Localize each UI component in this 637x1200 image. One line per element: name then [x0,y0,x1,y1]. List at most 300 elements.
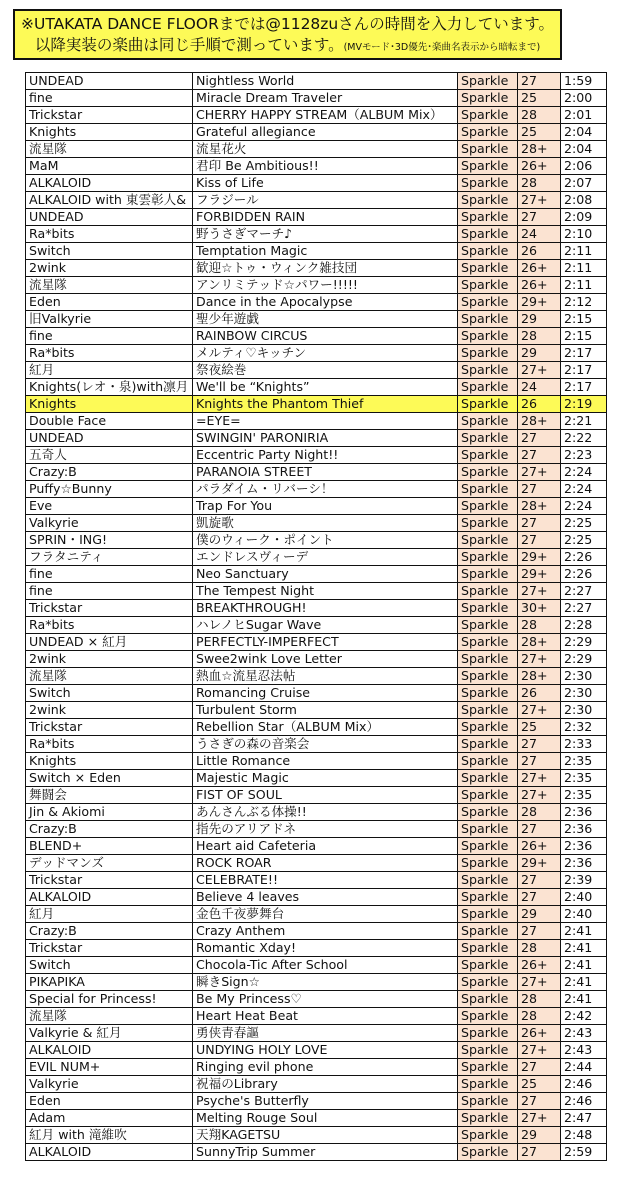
unit-cell: Eden [26,1093,193,1110]
song-title-cell: フラジール [193,192,458,209]
song-title-cell: CHERRY HAPPY STREAM（ALBUM Mix） [193,107,458,124]
song-title-cell: 流星花火 [193,141,458,158]
difficulty-cell: Sparkle [458,1127,518,1144]
song-title-cell: Grateful allegiance [193,124,458,141]
difficulty-cell: Sparkle [458,855,518,872]
table-row [26,651,607,668]
level-cell: 27+ [518,192,561,209]
table-row [26,243,607,260]
difficulty-cell: Sparkle [458,600,518,617]
song-title-cell: 聖少年遊戯 [193,311,458,328]
unit-cell: Switch [26,685,193,702]
difficulty-cell: Sparkle [458,362,518,379]
song-title-cell: 僕のウィーク・ポイント [193,532,458,549]
table-row [26,515,607,532]
unit-cell: Ra*bits [26,226,193,243]
level-cell: 28+ [518,141,561,158]
table-row [26,430,607,447]
difficulty-cell: Sparkle [458,447,518,464]
table-row [26,175,607,192]
unit-cell: 紅月 [26,362,193,379]
duration-cell: 2:30 [561,668,607,685]
song-title-cell: 祭夜絵巻 [193,362,458,379]
table-row [26,209,607,226]
unit-cell: 五奇人 [26,447,193,464]
difficulty-cell: Sparkle [458,192,518,209]
table-row [26,787,607,804]
difficulty-cell: Sparkle [458,566,518,583]
song-title-cell: Neo Sanctuary [193,566,458,583]
song-title-cell: 野うさぎマーチ♪ [193,226,458,243]
unit-cell: SPRIN・ING! [26,532,193,549]
song-title-cell: Heart Heat Beat [193,1008,458,1025]
level-cell: 27+ [518,787,561,804]
level-cell: 26 [518,396,561,413]
song-title-cell: RAINBOW CIRCUS [193,328,458,345]
song-title-cell: Rebellion Star（ALBUM Mix） [193,719,458,736]
table-row [26,345,607,362]
duration-cell: 2:01 [561,107,607,124]
duration-cell: 2:17 [561,362,607,379]
duration-cell: 2:07 [561,175,607,192]
duration-cell: 2:47 [561,1110,607,1127]
difficulty-cell: Sparkle [458,515,518,532]
duration-cell: 2:27 [561,600,607,617]
song-title-cell: Be My Princess♡ [193,991,458,1008]
difficulty-cell: Sparkle [458,719,518,736]
duration-cell: 2:17 [561,345,607,362]
table-row [26,141,607,158]
duration-cell: 1:59 [561,73,607,90]
song-title-cell: Turbulent Storm [193,702,458,719]
table-row [26,940,607,957]
table-row [26,702,607,719]
song-title-cell: Swee2wink Love Letter [193,651,458,668]
table-row [26,192,607,209]
level-cell: 29 [518,345,561,362]
difficulty-cell: Sparkle [458,532,518,549]
song-title-cell: メルティ♡キッチン [193,345,458,362]
duration-cell: 2:30 [561,702,607,719]
level-cell: 27 [518,430,561,447]
difficulty-cell: Sparkle [458,124,518,141]
level-cell: 26+ [518,1025,561,1042]
duration-cell: 2:35 [561,770,607,787]
unit-cell: Crazy:B [26,923,193,940]
difficulty-cell: Sparkle [458,175,518,192]
table-row [26,617,607,634]
duration-cell: 2:48 [561,1127,607,1144]
duration-cell: 2:33 [561,736,607,753]
level-cell: 26+ [518,838,561,855]
duration-cell: 2:08 [561,192,607,209]
duration-cell: 2:06 [561,158,607,175]
duration-cell: 2:43 [561,1025,607,1042]
duration-cell: 2:28 [561,617,607,634]
unit-cell: BLEND+ [26,838,193,855]
duration-cell: 2:26 [561,566,607,583]
unit-cell: 流星隊 [26,668,193,685]
difficulty-cell: Sparkle [458,702,518,719]
table-row [26,991,607,1008]
song-title-cell: Believe 4 leaves [193,889,458,906]
duration-cell: 2:59 [561,1144,607,1161]
difficulty-cell: Sparkle [458,73,518,90]
level-cell: 27 [518,1059,561,1076]
duration-cell: 2:41 [561,940,607,957]
difficulty-cell: Sparkle [458,481,518,498]
duration-cell: 2:30 [561,685,607,702]
level-cell: 28 [518,328,561,345]
difficulty-cell: Sparkle [458,243,518,260]
table-row [26,396,607,413]
table-row [26,277,607,294]
table-row [26,532,607,549]
unit-cell: Switch [26,957,193,974]
duration-cell: 2:41 [561,957,607,974]
song-title-cell: =EYE= [193,413,458,430]
difficulty-cell: Sparkle [458,413,518,430]
level-cell: 27+ [518,583,561,600]
level-cell: 27 [518,447,561,464]
duration-cell: 2:32 [561,719,607,736]
level-cell: 28 [518,991,561,1008]
unit-cell: fine [26,328,193,345]
unit-cell: ALKALOID with 東雲彰人& [26,192,193,209]
unit-cell: 2wink [26,702,193,719]
level-cell: 26 [518,685,561,702]
table-row [26,566,607,583]
duration-cell: 2:23 [561,447,607,464]
difficulty-cell: Sparkle [458,1059,518,1076]
song-table-body [26,73,607,1161]
level-cell: 27+ [518,770,561,787]
unit-cell: ALKALOID [26,175,193,192]
level-cell: 28 [518,804,561,821]
duration-cell: 2:35 [561,787,607,804]
level-cell: 27 [518,1144,561,1161]
level-cell: 27 [518,73,561,90]
duration-cell: 2:04 [561,141,607,158]
song-title-cell: BREAKTHROUGH! [193,600,458,617]
table-row [26,260,607,277]
unit-cell: ALKALOID [26,1144,193,1161]
level-cell: 24 [518,226,561,243]
duration-cell: 2:12 [561,294,607,311]
difficulty-cell: Sparkle [458,940,518,957]
unit-cell: Valkyrie [26,515,193,532]
unit-cell: 紅月 with 滝維吹 [26,1127,193,1144]
difficulty-cell: Sparkle [458,294,518,311]
table-row [26,1144,607,1161]
level-cell: 27 [518,532,561,549]
difficulty-cell: Sparkle [458,906,518,923]
duration-cell: 2:35 [561,753,607,770]
unit-cell: Knights [26,124,193,141]
song-title-cell: FORBIDDEN RAIN [193,209,458,226]
duration-cell: 2:36 [561,821,607,838]
level-cell: 28 [518,617,561,634]
unit-cell: fine [26,566,193,583]
table-row [26,804,607,821]
song-title-cell: ハレノヒSugar Wave [193,617,458,634]
level-cell: 27 [518,753,561,770]
song-title-cell: Temptation Magic [193,243,458,260]
table-row [26,158,607,175]
song-title-cell: 瞬きSign☆ [193,974,458,991]
song-title-cell: Eccentric Party Night!! [193,447,458,464]
difficulty-cell: Sparkle [458,345,518,362]
song-title-cell: Majestic Magic [193,770,458,787]
duration-cell: 2:36 [561,855,607,872]
difficulty-cell: Sparkle [458,1076,518,1093]
unit-cell: 紅月 [26,906,193,923]
level-cell: 29+ [518,855,561,872]
difficulty-cell: Sparkle [458,396,518,413]
level-cell: 27+ [518,1042,561,1059]
song-title-cell: Kiss of Life [193,175,458,192]
song-title-cell: 指先のアリアドネ [193,821,458,838]
table-row [26,838,607,855]
duration-cell: 2:46 [561,1076,607,1093]
difficulty-cell: Sparkle [458,872,518,889]
table-row [26,226,607,243]
level-cell: 27 [518,481,561,498]
level-cell: 27+ [518,702,561,719]
table-row [26,923,607,940]
song-title-cell: CELEBRATE!! [193,872,458,889]
difficulty-cell: Sparkle [458,549,518,566]
duration-cell: 2:29 [561,634,607,651]
unit-cell: 2wink [26,260,193,277]
table-row [26,379,607,396]
level-cell: 28+ [518,413,561,430]
duration-cell: 2:17 [561,379,607,396]
unit-cell: Trickstar [26,600,193,617]
table-row [26,1008,607,1025]
unit-cell: Switch × Eden [26,770,193,787]
difficulty-cell: Sparkle [458,260,518,277]
song-title-cell: Dance in the Apocalypse [193,294,458,311]
song-title-cell: 歓迎☆トゥ・ウィンク雑技団 [193,260,458,277]
unit-cell: Knights [26,753,193,770]
duration-cell: 2:24 [561,481,607,498]
table-row [26,1127,607,1144]
song-title-cell: PERFECTLY-IMPERFECT [193,634,458,651]
difficulty-cell: Sparkle [458,974,518,991]
level-cell: 27 [518,736,561,753]
level-cell: 27+ [518,974,561,991]
song-title-cell: Chocola-Tic After School [193,957,458,974]
song-title-cell: PARANOIA STREET [193,464,458,481]
difficulty-cell: Sparkle [458,277,518,294]
song-title-cell: あんさんぶる体操!! [193,804,458,821]
unit-cell: Eve [26,498,193,515]
table-row [26,90,607,107]
level-cell: 28 [518,175,561,192]
level-cell: 28+ [518,668,561,685]
song-title-cell: Miracle Dream Traveler [193,90,458,107]
unit-cell: Ra*bits [26,617,193,634]
unit-cell: UNDEAD [26,73,193,90]
table-row [26,73,607,90]
level-cell: 27+ [518,1110,561,1127]
level-cell: 28+ [518,498,561,515]
table-row [26,770,607,787]
difficulty-cell: Sparkle [458,957,518,974]
table-row [26,481,607,498]
difficulty-cell: Sparkle [458,311,518,328]
unit-cell: UNDEAD [26,430,193,447]
duration-cell: 2:15 [561,328,607,345]
unit-cell: 流星隊 [26,277,193,294]
table-row [26,668,607,685]
level-cell: 24 [518,379,561,396]
level-cell: 27 [518,821,561,838]
duration-cell: 2:46 [561,1093,607,1110]
unit-cell: 流星隊 [26,1008,193,1025]
song-title-cell: Melting Rouge Soul [193,1110,458,1127]
unit-cell: UNDEAD × 紅月 [26,634,193,651]
difficulty-cell: Sparkle [458,651,518,668]
difficulty-cell: Sparkle [458,1093,518,1110]
level-cell: 27 [518,1093,561,1110]
duration-cell: 2:09 [561,209,607,226]
song-title-cell: Little Romance [193,753,458,770]
unit-cell: Knights [26,396,193,413]
unit-cell: Puffy☆Bunny [26,481,193,498]
difficulty-cell: Sparkle [458,1008,518,1025]
difficulty-cell: Sparkle [458,107,518,124]
level-cell: 26+ [518,277,561,294]
unit-cell: fine [26,90,193,107]
duration-cell: 2:11 [561,243,607,260]
level-cell: 27+ [518,464,561,481]
table-row [26,447,607,464]
table-row [26,413,607,430]
duration-cell: 2:19 [561,396,607,413]
song-title-cell: 君印 Be Ambitious!! [193,158,458,175]
table-row [26,1042,607,1059]
table-row [26,311,607,328]
song-title-cell: Romantic Xday! [193,940,458,957]
level-cell: 29+ [518,566,561,583]
unit-cell: Jin & Akiomi [26,804,193,821]
table-row [26,719,607,736]
level-cell: 28 [518,107,561,124]
level-cell: 25 [518,1076,561,1093]
song-title-cell: Heart aid Cafeteria [193,838,458,855]
table-row [26,294,607,311]
table-row [26,107,607,124]
unit-cell: Valkyrie [26,1076,193,1093]
table-row [26,736,607,753]
song-title-cell: ROCK ROAR [193,855,458,872]
level-cell: 27+ [518,362,561,379]
table-row [26,634,607,651]
table-row [26,600,607,617]
duration-cell: 2:26 [561,549,607,566]
difficulty-cell: Sparkle [458,583,518,600]
unit-cell: Valkyrie & 紅月 [26,1025,193,1042]
difficulty-cell: Sparkle [458,668,518,685]
song-title-cell: Trap For You [193,498,458,515]
notice-line-1: ※UTAKATA DANCE FLOORまでは@1128zuさんの時間を入力しています。 [20,15,555,33]
unit-cell: Ra*bits [26,345,193,362]
table-row [26,753,607,770]
unit-cell: Knights(レオ・泉)with凛月 [26,379,193,396]
level-cell: 27+ [518,651,561,668]
song-title-cell: SunnyTrip Summer [193,1144,458,1161]
level-cell: 27 [518,889,561,906]
level-cell: 25 [518,124,561,141]
unit-cell: Switch [26,243,193,260]
unit-cell: 2wink [26,651,193,668]
song-title-cell: エンドレスヴィーデ [193,549,458,566]
song-title-cell: 天翔KAGETSU [193,1127,458,1144]
duration-cell: 2:36 [561,838,607,855]
song-title-cell: パラダイム・リバーシ！ [193,481,458,498]
level-cell: 26+ [518,957,561,974]
unit-cell: Double Face [26,413,193,430]
difficulty-cell: Sparkle [458,498,518,515]
song-title-cell: We'll be “Knights” [193,379,458,396]
song-title-cell: アンリミテッド☆パワー!!!!! [193,277,458,294]
table-row [26,821,607,838]
notice-line-2 [15,34,560,59]
level-cell: 26+ [518,158,561,175]
difficulty-cell: Sparkle [458,464,518,481]
duration-cell: 2:25 [561,532,607,549]
difficulty-cell: Sparkle [458,753,518,770]
difficulty-cell: Sparkle [458,226,518,243]
table-row [26,906,607,923]
song-title-cell: FIST OF SOUL [193,787,458,804]
table-row [26,685,607,702]
difficulty-cell: Sparkle [458,838,518,855]
level-cell: 29 [518,906,561,923]
table-row [26,1076,607,1093]
duration-cell: 2:39 [561,872,607,889]
duration-cell: 2:40 [561,889,607,906]
difficulty-cell: Sparkle [458,1144,518,1161]
duration-cell: 2:27 [561,583,607,600]
song-title-cell: うさぎの森の音楽会 [193,736,458,753]
unit-cell: 旧Valkyrie [26,311,193,328]
unit-cell: EVIL NUM+ [26,1059,193,1076]
level-cell: 27 [518,209,561,226]
difficulty-cell: Sparkle [458,991,518,1008]
duration-cell: 2:41 [561,991,607,1008]
song-title-cell: Nightless World [193,73,458,90]
duration-cell: 2:22 [561,430,607,447]
level-cell: 29+ [518,549,561,566]
notice-banner [13,9,562,60]
table-row [26,1059,607,1076]
unit-cell: Special for Princess! [26,991,193,1008]
duration-cell: 2:00 [561,90,607,107]
unit-cell: Ra*bits [26,736,193,753]
duration-cell: 2:11 [561,277,607,294]
unit-cell: Adam [26,1110,193,1127]
difficulty-cell: Sparkle [458,685,518,702]
table-row [26,1093,607,1110]
table-row [26,1025,607,1042]
duration-cell: 2:04 [561,124,607,141]
duration-cell: 2:11 [561,260,607,277]
level-cell: 25 [518,90,561,107]
level-cell: 29 [518,1127,561,1144]
